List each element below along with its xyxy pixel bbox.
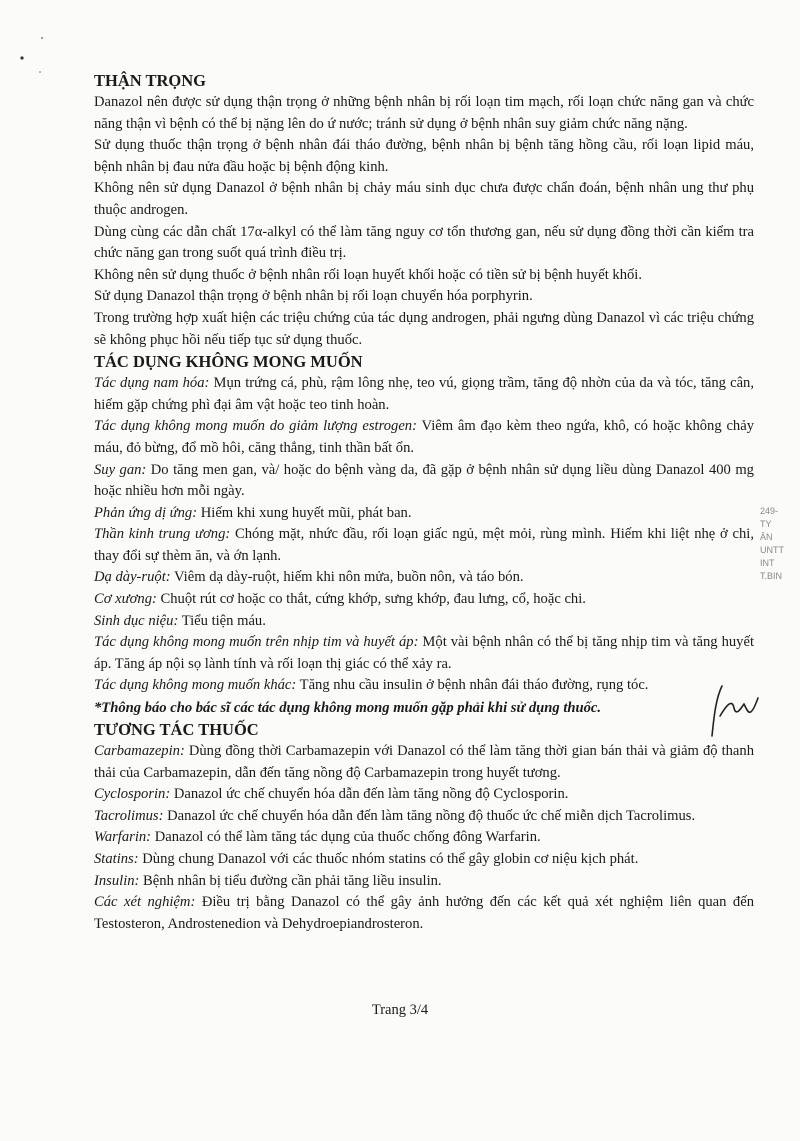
paragraph-label: Cơ xương: xyxy=(94,591,157,608)
paragraph-label: Tác dụng không mong muốn khác: xyxy=(94,677,297,694)
paragraph-label: Các xét nghiệm: xyxy=(94,894,196,911)
document-page xyxy=(94,70,754,935)
paragraph: Suy gan: Do tăng men gan, và/ hoặc do bệnh vàng da, đã gặp ở bệnh nhân sử dụng liều dùng Danazol 400 mg hoặc nhiều hơn mỗi ngày. xyxy=(94,461,754,500)
handwritten-signature xyxy=(700,676,770,746)
paragraph-label: Tác dụng không mong muốn trên nhịp tim và huyết áp: xyxy=(94,634,419,651)
paragraph: Không nên sử dụng Danazol ở bệnh nhân bị chảy máu sinh dục chưa được chẩn đoán, bệnh nhân ung thư phụ thuộc androgen. xyxy=(94,180,754,218)
page-number: Trang 3/4 xyxy=(371,1002,429,1018)
paragraph-label: Tacrolimus: xyxy=(94,807,164,824)
paragraph: Tacrolimus: Danazol ức chế chuyển hóa dẫn đến làm tăng nồng độ thuốc ức chế miễn dịch Tacrolimus. xyxy=(94,807,696,824)
paragraph: Không nên sử dụng thuốc ở bệnh nhân rối loạn huyết khối hoặc có tiền sử bị bệnh huyết khối. xyxy=(94,266,643,283)
paragraph: Carbamazepin: Dùng đồng thời Carbamazepin với Danazol có thể làm tăng thời gian bán thải và giảm độ thanh thải của Carbamazepin, dẫn đến tăng nồng độ Carbamazepin trong huyết tương. xyxy=(94,743,754,781)
paragraph-label: Carbamazepin: xyxy=(94,743,185,760)
paragraph: Dạ dày-ruột: Viêm dạ dày-ruột, hiếm khi nôn mửa, buồn nôn, và táo bón. xyxy=(94,569,524,586)
physician-notice: *Thông báo cho bác sĩ các tác dụng không mong muốn gặp phải khi sử dụng thuốc. xyxy=(94,700,602,717)
paragraph: Các xét nghiệm: Điều trị bằng Danazol có thể gây ảnh hưởng đến các kết quả xét nghiệm liên quan đến Testosteron, Androstenedion và Dehydroepiandrosteron. xyxy=(94,894,755,932)
paragraph-label: Statins: xyxy=(94,851,139,867)
paragraph: Warfarin: Danazol có thể làm tăng tác dụng của thuốc chống đông Warfarin. xyxy=(94,829,541,846)
section-title-tuong-tac-thuoc: TƯƠNG TÁC THUỐC xyxy=(94,720,259,740)
paragraph: Sử dụng Danazol thận trọng ở bệnh nhân bị rối loạn chuyển hóa porphyrin. xyxy=(94,288,533,305)
paragraph: Phản ứng dị ứng: Hiếm khi xung huyết mũi, phát ban. xyxy=(94,504,412,521)
section-title-than-trong: THẬN TRỌNG xyxy=(94,71,207,90)
paragraph: Danazol nên được sử dụng thận trọng ở những bệnh nhân bị rối loạn tim mạch, rối loạn chức năng gan và chức năng thận vì bệnh có thể bị nặng lên do ứ nước; tránh sử dụng ở bệnh nhân suy giảm chức năng nặng. xyxy=(94,94,754,132)
paragraph-label: Tác dụng nam hóa: xyxy=(94,375,210,392)
paragraph: Thần kinh trung ương: Chóng mặt, nhức đầu, rối loạn giấc ngủ, mệt mỏi, rùng mình. Hiếm khi liệt nhẹ ở chi, thay đổi sự thèm ăn, và ớn lạnh. xyxy=(94,526,755,564)
stamp-fragment: 249- TY ÂN UNTT INT T.BIN xyxy=(760,506,784,581)
paragraph: Tác dụng nam hóa: Mụn trứng cá, phù, rậm lông nhẹ, teo vú, giọng trầm, tăng độ nhờn của da và tóc, tăng cân, hiếm gặp chứng phì đại âm vật hoặc teo tinh hoàn. xyxy=(94,375,754,413)
section-title-tac-dung-khong-mong-muon: TÁC DỤNG KHÔNG MONG MUỐN xyxy=(94,352,363,372)
paragraph: Tác dụng không mong muốn trên nhịp tim và huyết áp: Một vài bệnh nhân có thể bị tăng nhịp tim và tăng huyết áp. Tăng áp nội sọ lành tính và rối loạn thị giác có thể xảy ra. xyxy=(94,634,754,672)
scan-specks xyxy=(18,30,58,90)
paragraph: Sinh dục niệu: Tiểu tiện máu. xyxy=(94,612,266,629)
paragraph-label: Suy gan: xyxy=(94,461,147,478)
paragraph: Dùng cùng các dẫn chất 17α-alkyl có thể làm tăng nguy cơ tổn thương gan, nếu sử dụng đồng thời cần kiểm tra chức năng gan trong suốt quá trình điều trị. xyxy=(94,223,754,262)
paragraph: Trong trường hợp xuất hiện các triệu chứng của tác dụng androgen, phải ngưng dùng Danazol vì các triệu chứng sẽ không phục hồi nếu tiếp tục sử dụng thuốc. xyxy=(94,309,754,348)
paragraph-label: Warfarin: xyxy=(94,829,152,846)
paragraph-label: Phản ứng dị ứng: xyxy=(94,504,198,521)
paragraph-label: Thần kinh trung ương: xyxy=(94,526,231,543)
paragraph-label: Cyclosporin: xyxy=(94,786,171,803)
paragraph: Statins: Dùng chung Danazol với các thuốc nhóm statins có thể gây globin cơ niệu kịch phát. xyxy=(94,851,639,867)
paragraph: Cơ xương: Chuột rút cơ hoặc co thắt, cứng khớp, sưng khớp, đau lưng, cổ, hoặc chi. xyxy=(94,591,586,608)
paragraph-label: Tác dụng không mong muốn do giảm lượng estrogen: xyxy=(94,418,417,435)
paragraph: Insulin: Bệnh nhân bị tiểu đường cần phải tăng liều insulin. xyxy=(94,872,442,889)
paragraph: Tác dụng không mong muốn khác: Tăng nhu cầu insulin ở bệnh nhân đái tháo đường, rụng tóc. xyxy=(94,677,649,694)
paragraph-label: Dạ dày-ruột: xyxy=(94,569,171,586)
paragraph-label: Insulin: xyxy=(94,872,140,889)
paragraph: Cyclosporin: Danazol ức chế chuyển hóa dẫn đến làm tăng nồng độ Cyclosporin. xyxy=(94,786,569,803)
paragraph: Tác dụng không mong muốn do giảm lượng estrogen: Viêm âm đạo kèm theo ngứa, khô, có hoặc không chảy máu, đỏ bừng, đổ mồ hôi, căng thẳng, tinh thần bất ổn. xyxy=(94,418,755,456)
paragraph-label: Sinh dục niệu: xyxy=(94,612,179,629)
paragraph: Sử dụng thuốc thận trọng ở bệnh nhân đái tháo đường, bệnh nhân bị bệnh tăng hồng cầu, rối loạn lipid máu, bệnh nhân bị đau nửa đầu hoặc bị bệnh động kinh. xyxy=(94,137,754,175)
